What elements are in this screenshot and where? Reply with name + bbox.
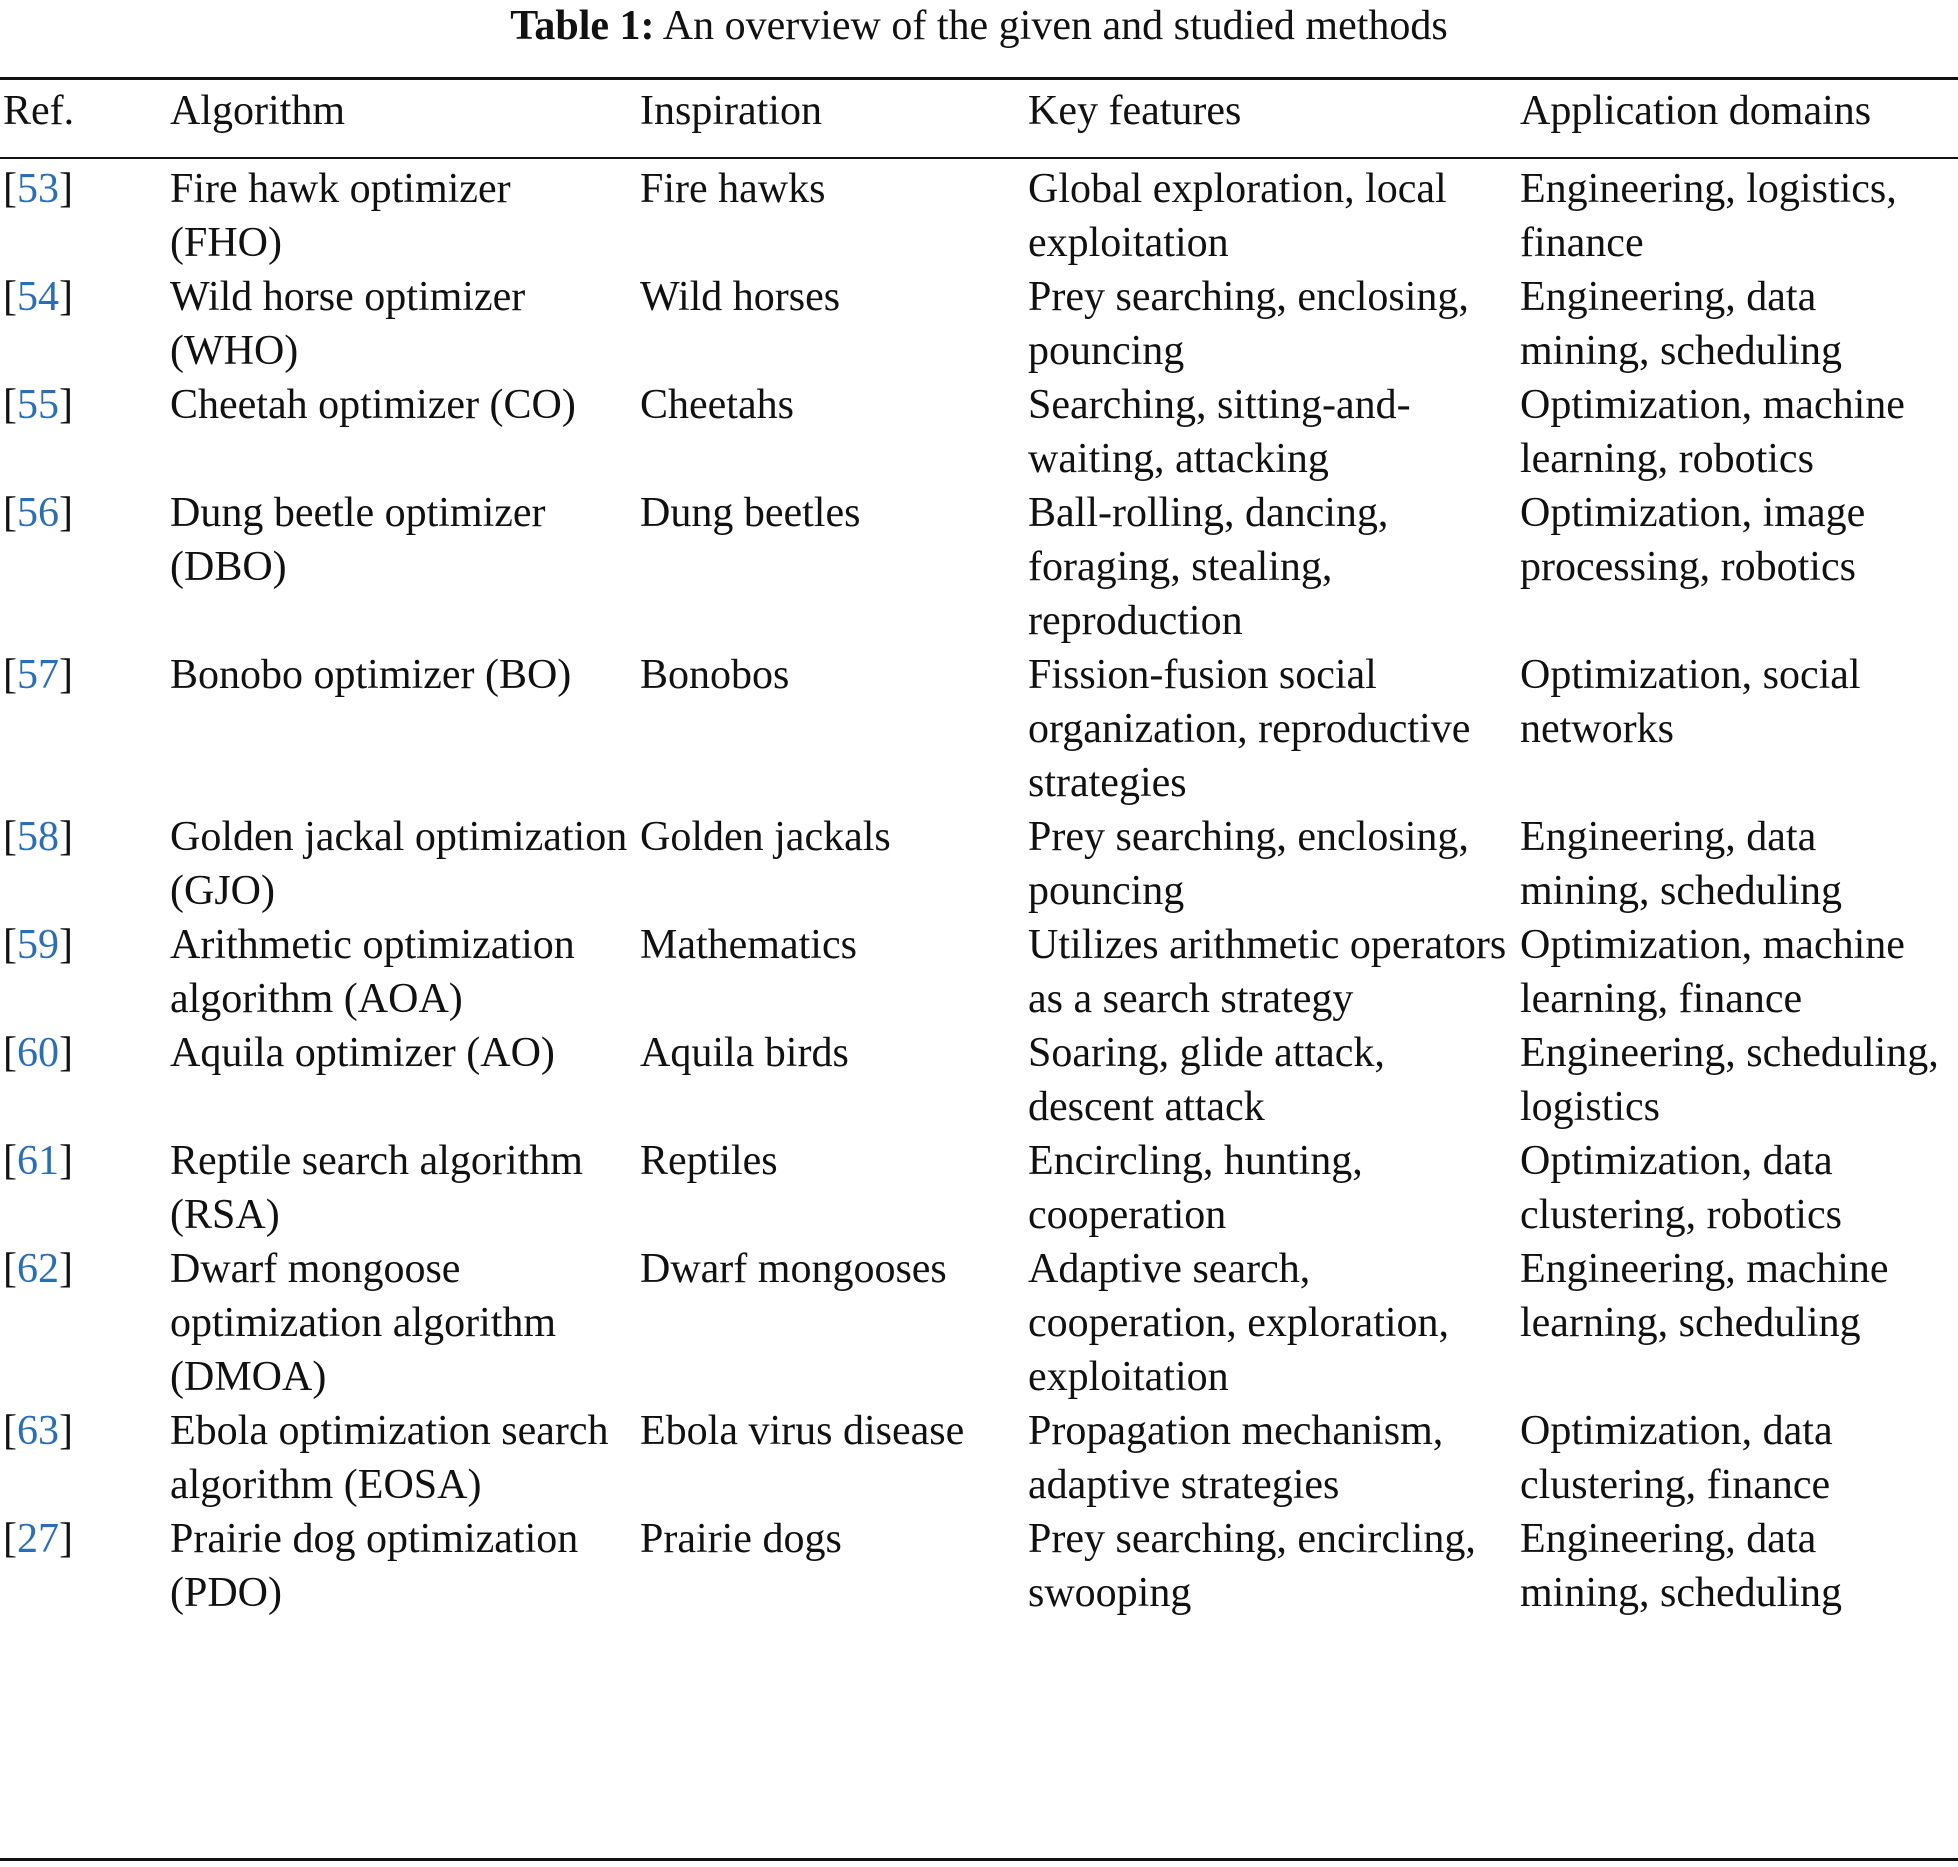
- table-header: [0, 84, 1958, 156]
- table-row: [0, 810, 1958, 918]
- ref-link[interactable]: 56: [17, 490, 59, 536]
- methods-table: [0, 84, 1958, 1620]
- algorithm-cell: Ebola optimization search algorithm (EOSA): [170, 1408, 609, 1508]
- algorithm-cell: Aquila optimizer (AO): [170, 1030, 555, 1076]
- inspiration-cell: Wild horses: [640, 274, 841, 320]
- table-row: [0, 1512, 1958, 1620]
- algorithm-cell: Fire hawk optimizer (FHO): [170, 166, 511, 266]
- key-features-cell: Searching, sitting-and-waiting, attacking: [1028, 382, 1411, 482]
- inspiration-cell: Ebola virus disease: [640, 1408, 965, 1454]
- ref-link[interactable]: 59: [17, 922, 59, 968]
- ref-link[interactable]: 60: [17, 1030, 59, 1076]
- table-row: [0, 918, 1958, 1026]
- ref-cell: [53]: [3, 166, 73, 212]
- inspiration-cell: Bonobos: [640, 652, 790, 698]
- key-features-cell: Propagation mechanism, adaptive strategies: [1028, 1408, 1444, 1508]
- header-application-domains: Application domains: [1520, 88, 1872, 134]
- inspiration-cell: Mathematics: [640, 922, 857, 968]
- application-domains-cell: Engineering, logistics, finance: [1520, 166, 1897, 266]
- ref-link[interactable]: 53: [17, 166, 59, 212]
- ref-cell: [59]: [3, 922, 73, 968]
- ref-link[interactable]: 57: [17, 652, 59, 698]
- ref-cell: [62]: [3, 1246, 73, 1292]
- algorithm-cell: Golden jackal optimization (GJO): [170, 814, 628, 914]
- table-row: [0, 378, 1958, 486]
- ref-link[interactable]: 55: [17, 382, 59, 428]
- ref-cell: [27]: [3, 1516, 73, 1562]
- ref-cell: [60]: [3, 1030, 73, 1076]
- ref-cell: [57]: [3, 652, 73, 698]
- table-body: [0, 156, 1958, 1620]
- application-domains-cell: Engineering, machine learning, scheduling: [1520, 1246, 1889, 1346]
- header-row: [0, 84, 1958, 156]
- header-algorithm: Algorithm: [170, 88, 345, 134]
- top-rule: [0, 77, 1958, 80]
- inspiration-cell: Reptiles: [640, 1138, 778, 1184]
- table-caption: [0, 2, 1958, 50]
- algorithm-cell: Prairie dog optimization (PDO): [170, 1516, 579, 1616]
- table-row: [0, 1242, 1958, 1404]
- application-domains-cell: Engineering, scheduling, logistics: [1520, 1030, 1939, 1130]
- key-features-cell: Prey searching, encircling, swooping: [1028, 1516, 1476, 1616]
- inspiration-cell: Fire hawks: [640, 166, 826, 212]
- algorithm-cell: Dwarf mongoose optimization algorithm (DMOA): [170, 1246, 557, 1400]
- key-features-cell: Encircling, hunting, cooperation: [1028, 1138, 1363, 1238]
- ref-link[interactable]: 54: [17, 274, 59, 320]
- table-row: [0, 270, 1958, 378]
- ref-cell: [55]: [3, 382, 73, 428]
- header-ref: Ref.: [3, 88, 75, 134]
- header-inspiration: Inspiration: [640, 88, 822, 134]
- key-features-cell: Fission-fusion social organization, reproductive strategies: [1028, 652, 1471, 806]
- ref-cell: [56]: [3, 490, 73, 536]
- algorithm-cell: Cheetah optimizer (CO): [170, 382, 576, 428]
- application-domains-cell: Optimization, data clustering, robotics: [1520, 1138, 1842, 1238]
- table-row: [0, 156, 1958, 270]
- application-domains-cell: Engineering, data mining, scheduling: [1520, 1516, 1842, 1616]
- application-domains-cell: Engineering, data mining, scheduling: [1520, 814, 1842, 914]
- application-domains-cell: Optimization, image processing, robotics: [1520, 490, 1866, 590]
- application-domains-cell: Optimization, machine learning, finance: [1520, 922, 1905, 1022]
- algorithm-cell: Wild horse optimizer (WHO): [170, 274, 526, 374]
- table-caption-label: Table 1:: [510, 3, 655, 49]
- application-domains-cell: Engineering, data mining, scheduling: [1520, 274, 1842, 374]
- application-domains-cell: Optimization, machine learning, robotics: [1520, 382, 1905, 482]
- algorithm-cell: Arithmetic optimization algorithm (AOA): [170, 922, 575, 1022]
- table-row: [0, 648, 1958, 810]
- header-key-features: Key features: [1028, 88, 1242, 134]
- ref-link[interactable]: 27: [17, 1516, 59, 1562]
- key-features-cell: Prey searching, enclosing, pouncing: [1028, 274, 1469, 374]
- key-features-cell: Ball-rolling, dancing, foraging, stealing, reproduction: [1028, 490, 1389, 644]
- table-row: [0, 1026, 1958, 1134]
- inspiration-cell: Dung beetles: [640, 490, 861, 536]
- table-row: [0, 1404, 1958, 1512]
- ref-cell: [54]: [3, 274, 73, 320]
- ref-link[interactable]: 63: [17, 1408, 59, 1454]
- ref-cell: [58]: [3, 814, 73, 860]
- bottom-rule: [0, 1858, 1958, 1861]
- key-features-cell: Global exploration, local exploitation: [1028, 166, 1447, 266]
- key-features-cell: Prey searching, enclosing, pouncing: [1028, 814, 1469, 914]
- ref-cell: [61]: [3, 1138, 73, 1184]
- inspiration-cell: Golden jackals: [640, 814, 891, 860]
- inspiration-cell: Prairie dogs: [640, 1516, 842, 1562]
- ref-link[interactable]: 61: [17, 1138, 59, 1184]
- table-row: [0, 486, 1958, 648]
- key-features-cell: Utilizes arithmetic operators as a search strategy: [1028, 922, 1507, 1022]
- application-domains-cell: Optimization, social networks: [1520, 652, 1861, 752]
- application-domains-cell: Optimization, data clustering, finance: [1520, 1408, 1833, 1508]
- inspiration-cell: Aquila birds: [640, 1030, 849, 1076]
- algorithm-cell: Bonobo optimizer (BO): [170, 652, 572, 698]
- table-row: [0, 1134, 1958, 1242]
- algorithm-cell: Dung beetle optimizer (DBO): [170, 490, 546, 590]
- ref-link[interactable]: 62: [17, 1246, 59, 1292]
- algorithm-cell: Reptile search algorithm (RSA): [170, 1138, 583, 1238]
- ref-link[interactable]: 58: [17, 814, 59, 860]
- inspiration-cell: Cheetahs: [640, 382, 794, 428]
- ref-cell: [63]: [3, 1408, 73, 1454]
- table-caption-text: An overview of the given and studied methods: [662, 3, 1448, 49]
- key-features-cell: Soaring, glide attack, descent attack: [1028, 1030, 1385, 1130]
- inspiration-cell: Dwarf mongooses: [640, 1246, 947, 1292]
- key-features-cell: Adaptive search, cooperation, exploration, exploitation: [1028, 1246, 1450, 1400]
